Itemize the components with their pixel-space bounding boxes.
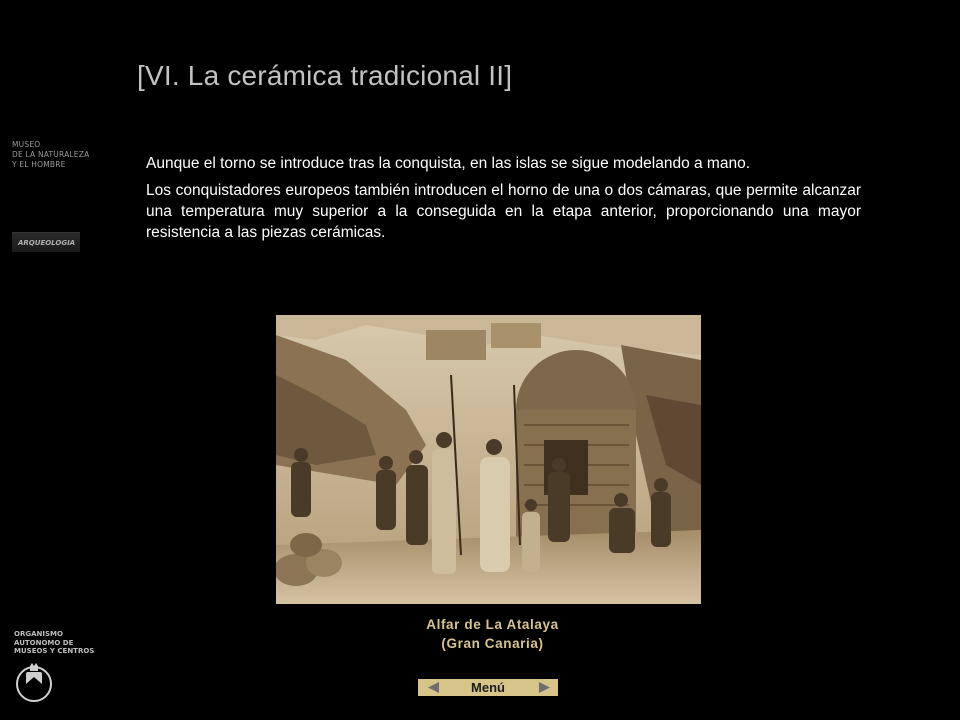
previous-button[interactable] [418,679,444,696]
section-tag-arqueologia: ARQUEOLOGIA [12,232,80,252]
org-line: ORGANISMO [14,630,63,638]
triangle-left-icon [428,682,440,693]
paragraph: Los conquistadores europeos también introducen el horno de una o dos cámaras, que permite alcanzar una temperatura muy superior a la conseguida en la etapa anterior, proporcionando una mayor resistencia a las piezas cerámicas. [146,182,861,241]
museum-logo-line: MUSEO [12,140,41,149]
next-button[interactable] [532,679,558,696]
photo-caption [360,615,625,653]
organism-logo [14,630,94,656]
museum-logo-line: DE LA NATURALEZA [12,150,90,159]
pottery-workshop-photo [276,315,701,604]
org-line: AUTONOMO DE [14,638,74,647]
photo-illustration [276,315,701,604]
org-line: MUSEOS Y CENTROS [14,647,95,655]
museum-logo-line: Y EL HOMBRE [12,160,66,169]
museum-logo [12,140,89,170]
caption-line: (Gran Canaria) [441,636,544,651]
caption-line: Alfar de La Atalaya [426,617,559,632]
triangle-right-icon [538,682,550,693]
sidebar [0,0,110,720]
menu-button[interactable]: Menú [471,680,505,695]
page-title: [VI. La cerámica tradicional II] [137,60,513,91]
cabildo-de-tenerife-seal-icon [14,660,54,706]
navigation-bar [418,679,558,696]
paragraph: Aunque el torno se introduce tras la conquista, en las islas se sigue modelando a mano. [146,155,751,172]
body-text [146,153,861,249]
